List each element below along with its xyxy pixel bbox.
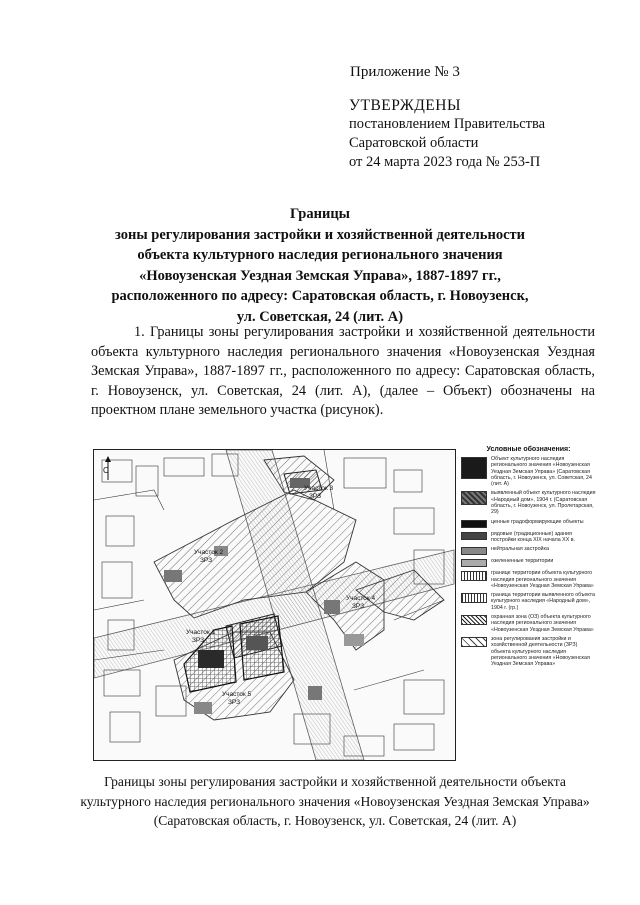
caption-line: Границы зоны регулирования застройки и хозяйственной деятельности объекта [104,774,566,789]
appendix-label: Приложение № 3 [350,64,460,80]
zone-label: ЗРЗ [352,603,365,610]
legend-swatch [461,547,487,555]
legend-item [461,636,596,667]
title-line: расположенного по адресу: Саратовская область, г. Новоузенск, [111,288,529,304]
title-line: ул. Советская, 24 (лит. А) [236,308,404,325]
zone-label: ЗРЗ [192,637,205,644]
zone-label: ЗРЗ [200,557,213,564]
site-plan-drawing [94,450,455,760]
parcel-label: Участок 1 [186,629,216,636]
legend-swatch [461,457,487,479]
legend-text: зона регулирования застройки и хозяйственной деятельности (ЗРЗ) объекта культурного наследия регионального значения «Новоузенская Уездная Земская Управа» [491,635,590,668]
legend-text: выявленный объект культурного наследия «Народный дом», 1904 г. (Саратовская область, г. Новоузенск, ул. Пролетарская, 29) [491,490,596,516]
title-line: «Новоузенская Уездная Земская Управа», 1887-1897 гг., [139,267,501,284]
legend-swatch [461,520,487,528]
approval-heading: УТВЕРЖДЕНЫ [349,97,461,114]
parcel-label: Участок 4 [346,595,376,602]
legend-item [461,490,596,515]
legend-swatch [461,571,487,581]
legend-swatch [461,559,487,567]
approval-block [349,96,609,172]
approval-line-1: постановлением Правительства [349,116,546,132]
legend-swatch [461,491,487,505]
legend-swatch [461,615,487,625]
title-line: объекта культурного наследия регионального значения [137,247,503,263]
legend-item [461,531,596,544]
site-plan-map [93,449,456,761]
document-title [80,204,560,327]
legend-text: граница территории выявленного объекта культурного наследия «Народный дом», 1904 г. (гр.) [491,592,595,611]
approval-line-3: от 24 марта 2023 года № 253-П [349,154,541,170]
title-line: зоны регулирования застройки и хозяйственной деятельности [115,226,525,243]
caption-line: культурного наследия регионального значения «Новоузенская Уездная Земская Управа» [80,793,590,809]
legend-text: озелененные территории [491,558,554,565]
figure-caption [80,772,590,831]
legend-text: нейтральная застройка [491,546,549,553]
body-paragraph: 1. Границы зоны регулирования застройки и хозяйственной деятельности объекта культурного наследия регионального значения «Новоузенская Уездная Земская Управа», 1887-1897 гг., расположенного по адресу: Саратовская область, г. Новоузенск, ул. Советская, 24 (лит. А), (далее – Объект) обозначены на проектном плане земельного участка (рисунок). [91,324,595,419]
parcel-label: Участок 5 [222,691,252,698]
title-line: Границы [289,206,350,222]
legend-item [461,558,596,567]
approval-line-2: Саратовской области [349,135,479,151]
legend-swatch [461,637,487,647]
legend-item [461,592,596,611]
caption-line: (Саратовская область, г. Новоузенск, ул. Советская, 24 (лит. А) [153,813,517,828]
legend-item [461,570,596,589]
legend-text: рядовые (традиционные) здания постройки конца XIX начала XX в. [491,530,575,543]
map-legend [461,446,596,670]
parcel-label: Участок 2 [194,549,224,556]
legend-swatch [461,593,487,603]
zone-label: ЗРЗ [309,493,322,500]
parcel-label: Участок 3 [304,485,334,492]
legend-swatch [461,532,487,540]
legend-text: ценные градоформирующие объекты [491,518,584,525]
legend-item [461,546,596,555]
legend-text: охранная зона (ОЗ) объекта культурного наследия регионального значения «Новоузенская Уездная Земская Управа» [491,614,594,633]
legend-title: Условные обозначения: [486,446,571,453]
legend-text: границе территории объекта культурного наследия регионального значения «Новоузенская Уездная Земская Управа» [491,570,594,589]
legend-text: Объект культурного наследия регионального значения «Новоузенская Уездная Земская Управа» (Саратовская область, г. Новоузенск, ул. Советская, 24 (лит. А) [491,456,592,488]
compass-letter: С [103,466,109,475]
legend-item [461,456,596,487]
legend-item [461,519,596,528]
zone-label: ЗРЗ [228,699,241,706]
legend-item [461,614,596,633]
